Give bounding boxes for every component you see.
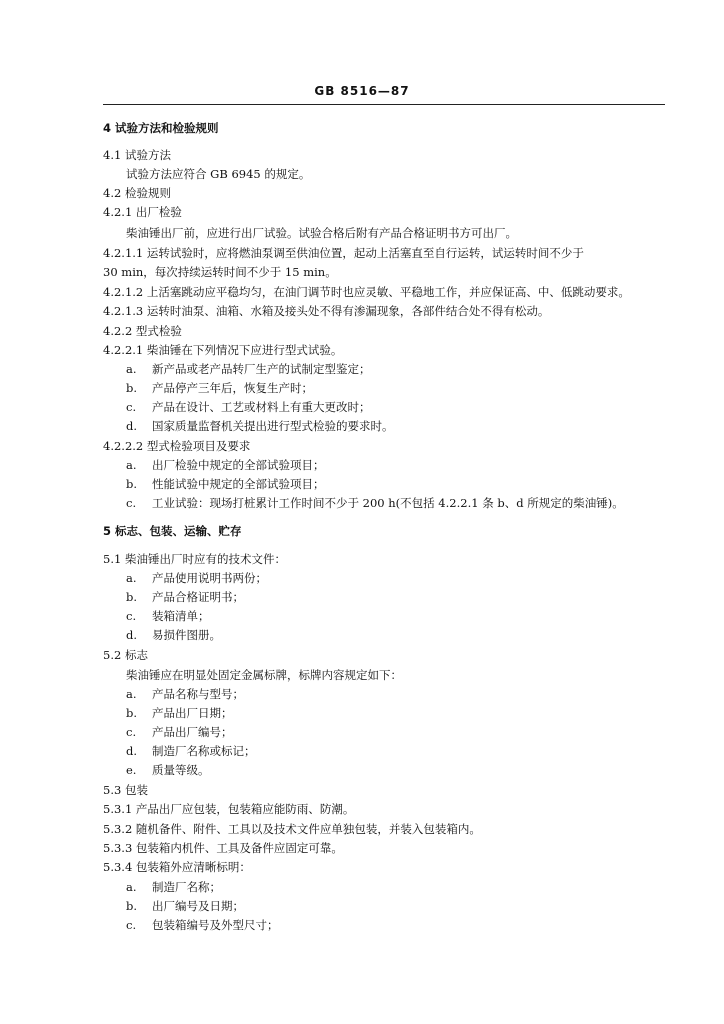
text-line-s4-1: [103, 147, 171, 163]
text-line-s4-2-1-3: [103, 303, 549, 319]
text-line-s5-3: [103, 782, 148, 798]
list-label: b.: [126, 590, 138, 604]
line-text: 5.3 包装: [103, 783, 148, 797]
text-line-s4-2-1: [103, 204, 182, 220]
text-line-s5-3-4b: [126, 898, 244, 914]
list-label: b.: [126, 477, 138, 491]
line-text: 产品在设计、工艺或材料上有重大更改时；: [152, 400, 371, 414]
text-line-s5-1b: [126, 589, 244, 605]
line-text: 产品停产三年后，恢复生产时；: [152, 381, 313, 395]
list-label: d.: [126, 628, 138, 642]
text-line-s4-2-1-t: [126, 225, 517, 241]
text-line-s5-1c: [126, 608, 210, 624]
line-text: 试验方法应符合 GB 6945 的规定。: [126, 167, 311, 181]
line-text: 4.2.2.2 型式检验项目及要求: [103, 439, 251, 453]
line-text: 包装箱编号及外型尺寸；: [152, 918, 279, 932]
text-line-s4-2-2-2b: [126, 476, 325, 492]
line-text: 4.2.2.1 柴油锤在下列情况下应进行型式试验。: [103, 343, 343, 357]
text-line-s5-3-4a: [126, 879, 221, 895]
line-text: 5.3.2 随机备件、附件、工具以及技术文件应单独包装，并装入包装箱内。: [103, 822, 481, 836]
text-line-s5-2b: [126, 705, 233, 721]
line-text: 产品合格证明书；: [152, 590, 244, 604]
text-line-s5-1d: [126, 627, 221, 643]
line-text: 出厂检验中规定的全部试验项目；: [152, 458, 325, 472]
text-line-s5-3-3: [103, 840, 343, 856]
text-line-s5-3-2: [103, 821, 481, 837]
text-line-s4-2: [103, 185, 171, 201]
line-text: 4.2.1.1 运转试验时，应将燃油泵调至供油位置，起动上活塞直至自行运转，试运转时间不少于: [103, 246, 584, 260]
line-text: 4.2.1 出厂检验: [103, 205, 182, 219]
line-text: 易损件图册。: [152, 628, 221, 642]
line-text: 柴油锤出厂前，应进行出厂试验。试验合格后附有产品合格证明书方可出厂。: [126, 226, 517, 240]
line-text: 4.2.2 型式检验: [103, 324, 182, 338]
line-text: 制造厂名称或标记；: [152, 744, 256, 758]
text-line-s4: [103, 120, 219, 136]
list-label: c.: [126, 609, 137, 623]
list-label: a.: [126, 362, 137, 376]
text-line-s4-1-t: [126, 166, 310, 182]
text-line-s4-2-2-2c: [126, 495, 624, 511]
line-text: 5.1 柴油锤出厂时应有的技术文件：: [103, 552, 286, 566]
line-text: 4.2 检验规则: [103, 186, 171, 200]
list-label: a.: [126, 880, 137, 894]
text-line-s5-2-t: [126, 667, 402, 683]
list-label: c.: [126, 496, 137, 510]
list-label: a.: [126, 687, 137, 701]
text-line-s4-2-2: [103, 323, 182, 339]
text-line-s5-3-4: [103, 859, 251, 875]
list-label: a.: [126, 571, 137, 585]
line-text: 5.3.1 产品出厂应包装，包装箱应能防雨、防潮。: [103, 802, 355, 816]
list-label: d.: [126, 419, 138, 433]
text-line-s4-2-2-1b: [126, 380, 313, 396]
text-line-s5-2c: [126, 724, 233, 740]
text-line-s5-1a: [126, 570, 267, 586]
line-text: 5.2 标志: [103, 648, 148, 662]
line-text: 制造厂名称；: [152, 880, 221, 894]
line-text: 4.2.1.3 运转时油泵、油箱、水箱及接头处不得有渗漏现象，各部件结合处不得有松动。: [103, 304, 550, 318]
text-line-s4-2-2-1c: [126, 399, 371, 415]
line-text: 国家质量监督机关提出进行型式检验的要求时。: [152, 419, 394, 433]
line-text: 4.1 试验方法: [103, 148, 171, 162]
list-label: c.: [126, 400, 137, 414]
list-label: c.: [126, 725, 137, 739]
text-line-s5-2a: [126, 686, 244, 702]
text-line-s5: [103, 523, 242, 539]
line-text: 4.2.1.2 上活塞跳动应平稳均匀，在油门调节时也应灵敏、平稳地工作，并应保证高、中、低跳动要求。: [103, 285, 630, 299]
line-text: 30 min，每次持续运转时间不少于 15 min。: [103, 265, 337, 279]
line-text: 4 试验方法和检验规则: [103, 121, 219, 135]
text-line-s5-2d: [126, 743, 256, 759]
line-text: 5.3.3 包装箱内机件、工具及备件应固定可靠。: [103, 841, 343, 855]
text-line-s5-1: [103, 551, 286, 567]
list-label: b.: [126, 381, 138, 395]
text-line-s4-2-1-1b: [103, 264, 337, 280]
header-rule: [103, 104, 665, 105]
text-line-s4-2-1-2: [103, 284, 630, 300]
line-text: 出厂编号及日期；: [152, 899, 244, 913]
line-text: 质量等级。: [152, 763, 210, 777]
text-line-s4-2-2-1a: [126, 361, 371, 377]
text-line-s4-2-2-2a: [126, 457, 325, 473]
line-text: 产品出厂日期；: [152, 706, 233, 720]
text-line-s4-2-2-1d: [126, 418, 394, 434]
text-line-s5-3-1: [103, 801, 354, 817]
list-label: c.: [126, 918, 137, 932]
text-line-s5-2: [103, 647, 148, 663]
line-text: 产品名称与型号；: [152, 687, 244, 701]
line-text: 产品出厂编号；: [152, 725, 233, 739]
list-label: d.: [126, 744, 138, 758]
list-label: b.: [126, 706, 138, 720]
text-line-s5-2e: [126, 762, 210, 778]
text-line-s4-2-2-1: [103, 342, 342, 358]
text-line-s4-2-2-2: [103, 438, 250, 454]
line-text: 5 标志、包装、运输、贮存: [103, 524, 242, 538]
line-text: 装箱清单；: [152, 609, 210, 623]
line-text: 新产品或老产品转厂生产的试制定型鉴定；: [152, 362, 371, 376]
list-label: b.: [126, 899, 138, 913]
list-label: a.: [126, 458, 137, 472]
line-text: 柴油锤应在明显处固定金属标牌，标牌内容规定如下：: [126, 668, 402, 682]
page-header-standard-number: GB 8516—87: [314, 84, 410, 98]
line-text: 工业试验：现场打桩累计工作时间不少于 200 h(不包括 4.2.2.1 条 b、d 所规定的柴油锤)。: [152, 496, 624, 510]
line-text: 性能试验中规定的全部试验项目；: [152, 477, 325, 491]
list-label: e.: [126, 763, 137, 777]
text-line-s4-2-1-1: [103, 245, 584, 261]
text-line-s5-3-4c: [126, 917, 279, 933]
line-text: 5.3.4 包装箱外应清晰标明：: [103, 860, 251, 874]
line-text: 产品使用说明书两份；: [152, 571, 267, 585]
